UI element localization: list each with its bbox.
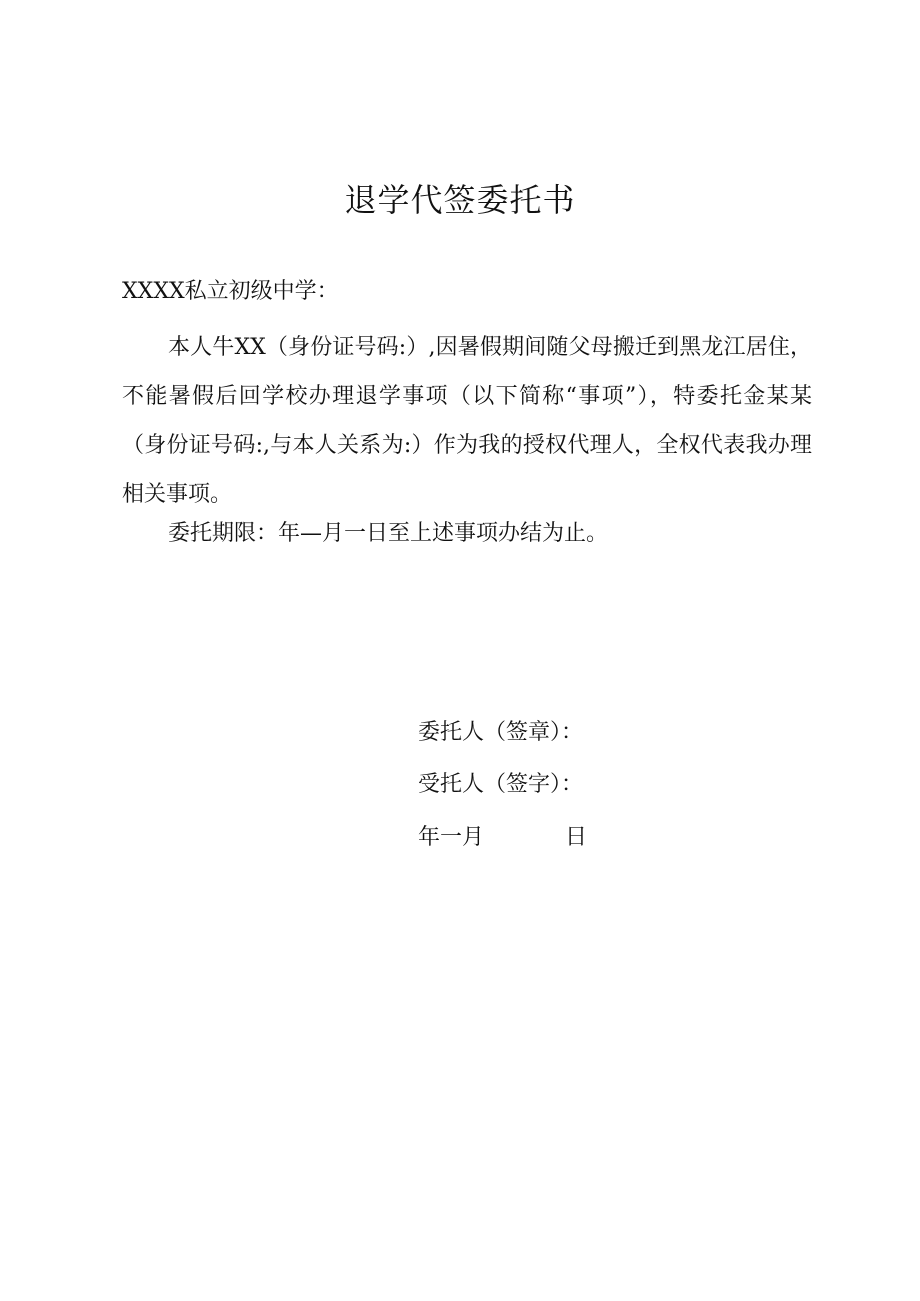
date-year-month: 年一月 [418, 825, 485, 850]
body-paragraph: 本人牛XX（身份证号码:）,因暑假期间随父母搬迁到黑龙江居住，不能暑假后回学校办理退学事项（以下简称“事项”），特委托金某某（身份证号码:,与本人关系为:）作为我的授权代理人，全权代表我办理相关事项。 [122, 335, 812, 507]
salutation: XXXX私立初级中学： [122, 279, 339, 304]
signature-date [418, 822, 618, 950]
agent-signature-line: 受托人（签字）： [418, 772, 584, 797]
term-paragraph: 委托期限：年—月一日至上述事项办结为止。 [168, 521, 609, 546]
principal-signature-line: 委托人（签章）： [418, 720, 584, 745]
document-title: 退学代签委托书 [344, 181, 576, 219]
date-day: 日 [565, 825, 588, 850]
